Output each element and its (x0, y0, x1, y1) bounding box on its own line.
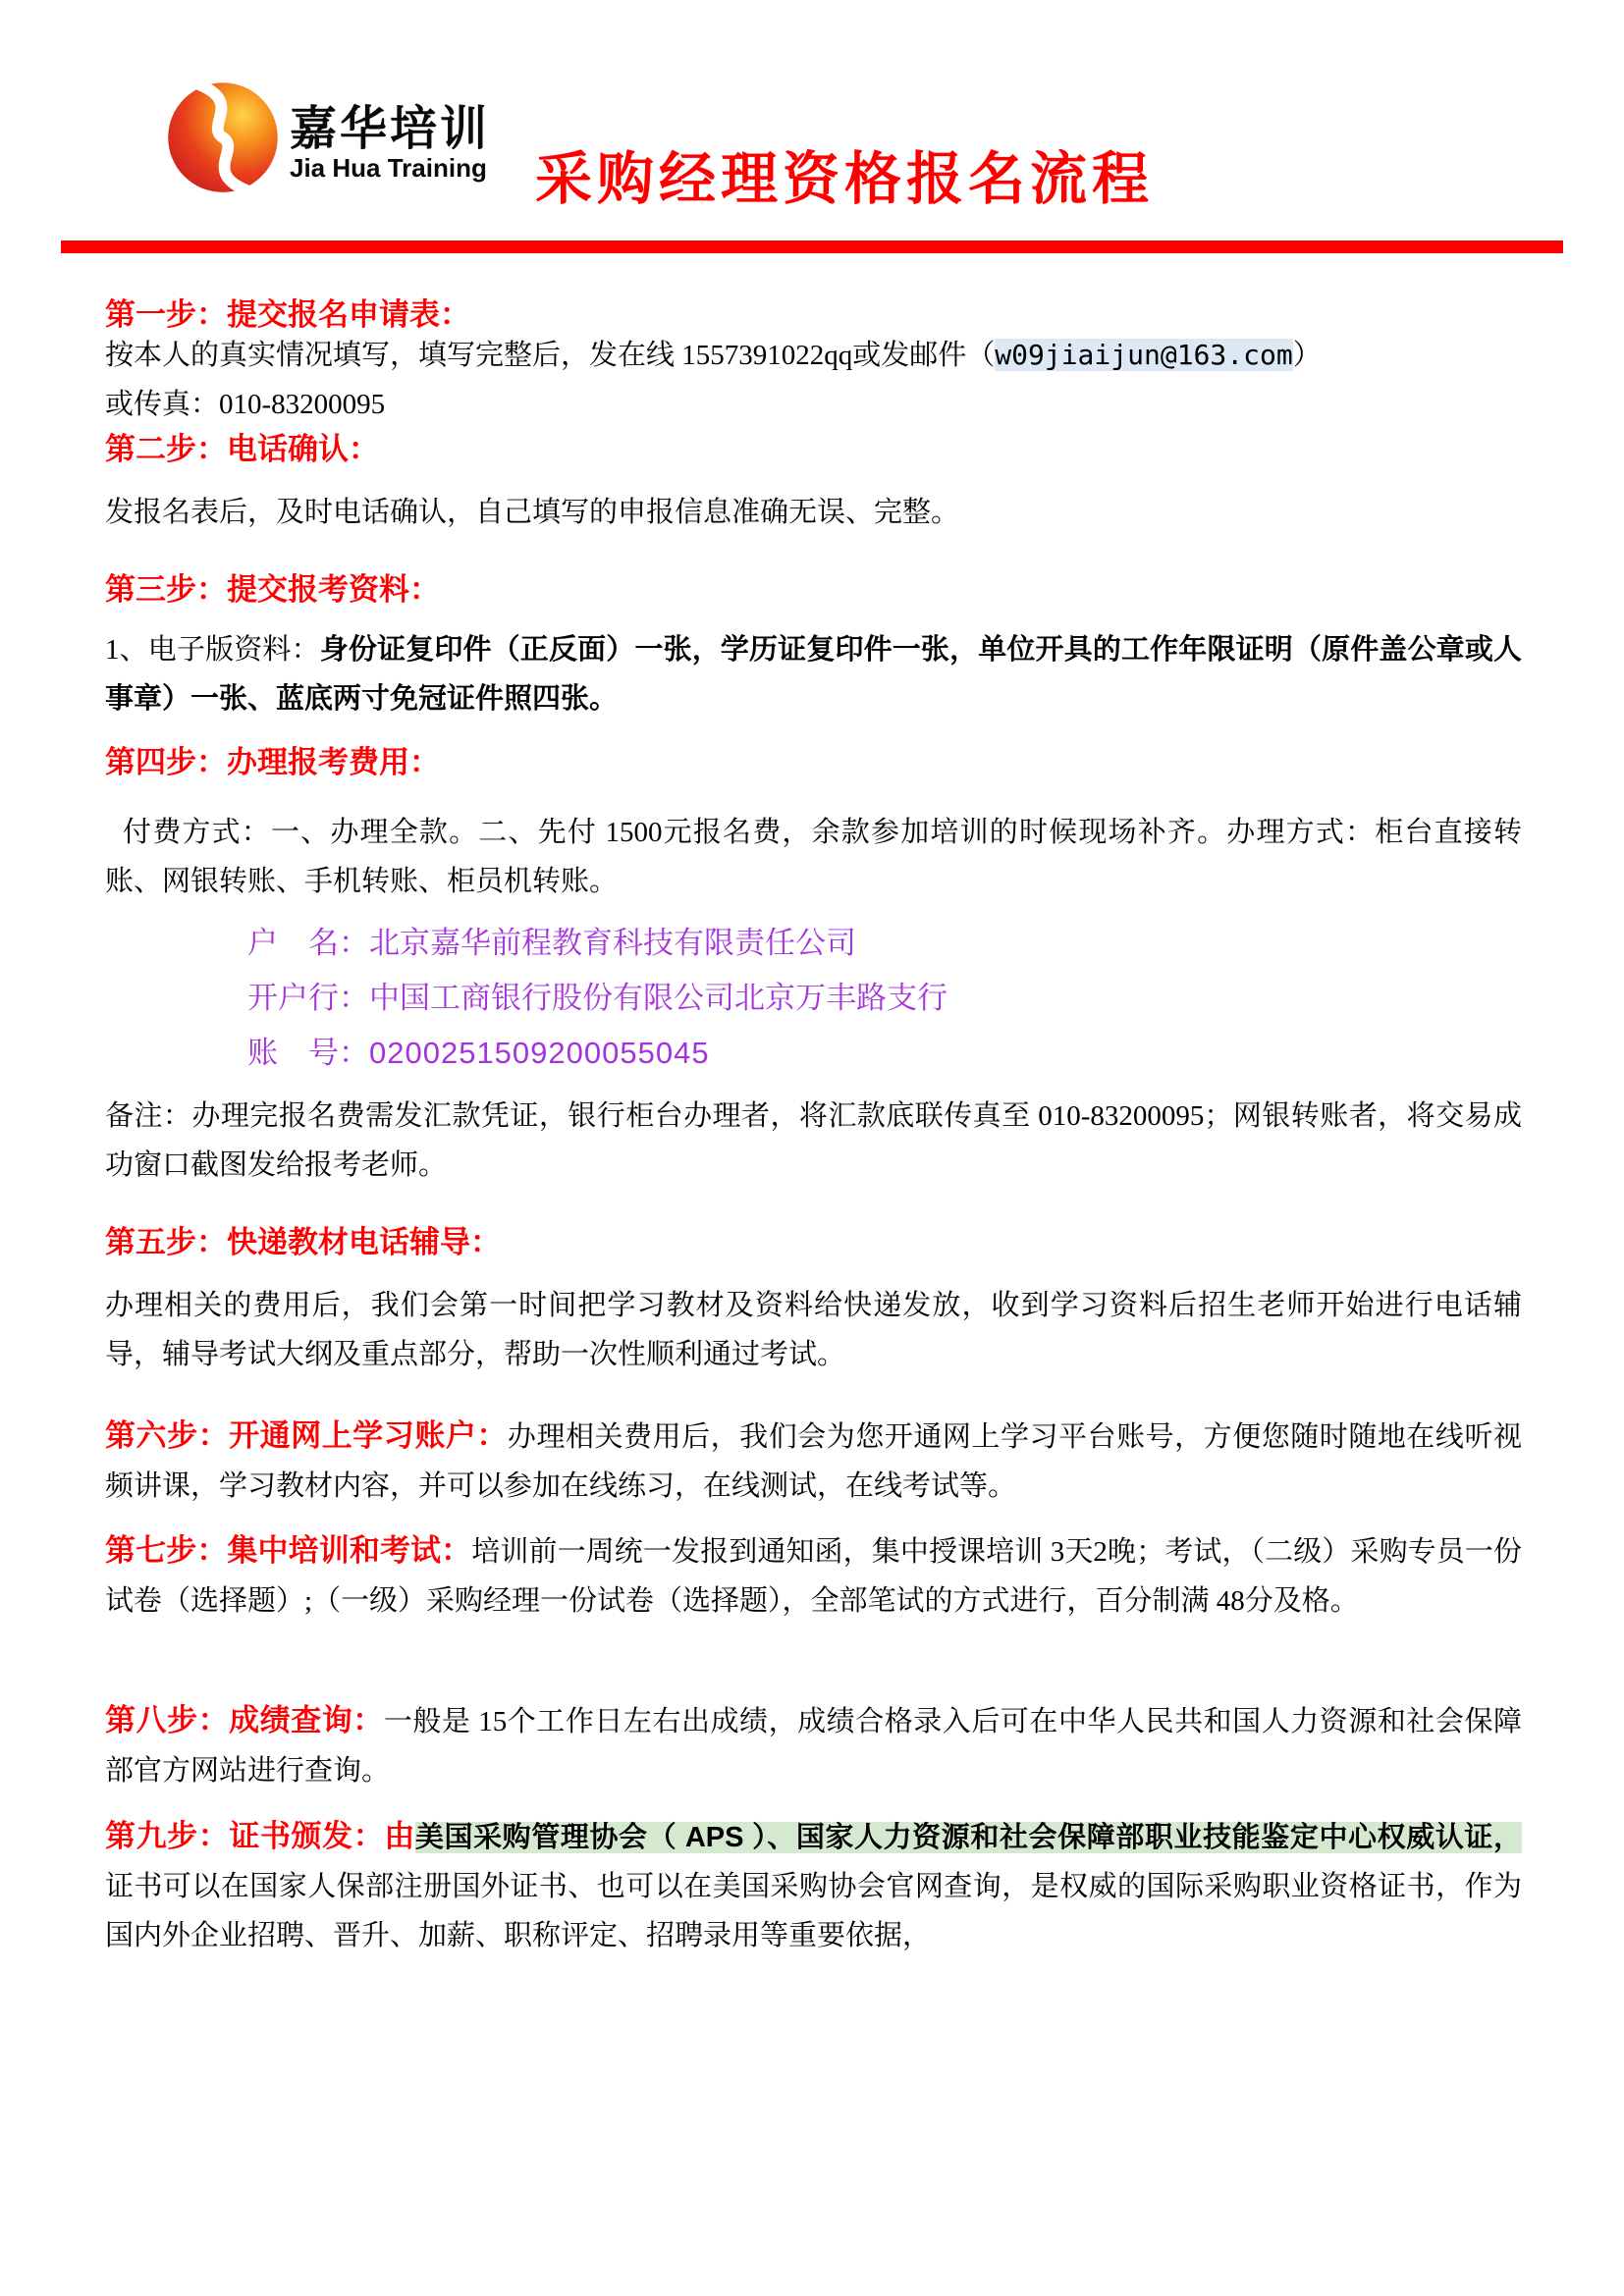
account-number-value: 0200251509200055045 (369, 1036, 710, 1070)
bank-account-block (247, 916, 947, 1081)
step9-heading: 第九步：证书颁发：由 (105, 1819, 415, 1853)
page-title: 采购经理资格报名流程 (535, 146, 1155, 211)
step3-body (105, 625, 1522, 723)
step8-heading: 第八步：成绩查询： (105, 1703, 384, 1737)
step6-body: 办理相关费用后，我们会为您开通网上学习平台账号，方便您随时随地在线听视频讲课，学习教材内容，并可以参加在线练习，在线测试，在线考试等。 (105, 1421, 1522, 1502)
step3-label: 1、电子版资料： (105, 634, 320, 666)
account-number-label: 账 号： (247, 1036, 369, 1070)
step9-paragraph (105, 1812, 1522, 1960)
account-name-label: 户 名： (247, 926, 369, 960)
step7-heading: 第七步：集中培训和考试： (105, 1533, 472, 1568)
step1-text-pre: 按本人的真实情况填写，填写完整后，发在线 1557391022qq或发邮件（ (105, 340, 996, 371)
bank-branch-value: 中国工商银行股份有限公司北京万丰路支行 (369, 981, 947, 1015)
bank-branch-line (247, 971, 947, 1026)
brand-name-en: Jia Hua Training (290, 153, 487, 183)
payment-note: 备注：办理完报名费需发汇款凭证，银行柜台办理者，将汇款底联传真至 010-83200095；网银转账者，将交易成功窗口截图发给报考老师。 (105, 1100, 1522, 1181)
step9-certifiers-highlight: 美国采购管理协会（ APS ）、国家人力资源和社会保障部职业技能鉴定中心权威认证， (414, 1822, 1522, 1853)
step1-fax-line: 或传真：010-83200095 (105, 389, 386, 420)
step5-heading: 第五步：快递教材电话辅导： (105, 1225, 501, 1259)
step3-heading: 第三步：提交报考资料： (105, 572, 440, 607)
step4-body: 付费方式：一、办理全款。二、先付 1500元报名费，余款参加培训的时候现场补齐。办理方式：柜台直接转账、网银转账、手机转账、柜员机转账。 (105, 817, 1522, 897)
brand-name-cn: 嘉华培训 (290, 103, 491, 155)
step7-paragraph (105, 1526, 1522, 1626)
step8-paragraph (105, 1696, 1522, 1795)
step1-heading: 第一步：提交报名申请表： (105, 297, 470, 332)
bank-branch-label: 开户行： (247, 981, 369, 1015)
email-address: w09jiaijun@163.com (995, 339, 1293, 371)
step8-body: 一般是 15个工作日左右出成绩，成绩合格录入后可在中华人民共和国人力资源和社会保障部官方网站进行查询。 (105, 1706, 1522, 1787)
step3-materials-list: 身份证复印件（正反面）一张，学历证复印件一张，单位开具的工作年限证明（原件盖公章或人事章）一张、蓝底两寸免冠证件照四张。 (105, 634, 1522, 715)
brand-logo-icon (165, 77, 281, 201)
step6-paragraph (105, 1412, 1522, 1511)
account-number-line (247, 1026, 947, 1081)
step5-body: 办理相关的费用后，我们会第一时间把学习教材及资料给快递发放，收到学习资料后招生老师开始进行电话辅导，辅导考试大纲及重点部分，帮助一次性顺利通过考试。 (105, 1290, 1522, 1370)
step2-heading: 第二步：电话确认： (105, 432, 379, 466)
step6-heading: 第六步：开通网上学习账户： (105, 1418, 508, 1453)
step9-body: 证书可以在国家人保部注册国外证书、也可以在美国采购协会官网查询，是权威的国际采购职业资格证书，作为国内外企业招聘、晋升、加薪、职称评定、招聘录用等重要依据， (105, 1871, 1522, 1951)
account-name-line (247, 916, 947, 971)
step1-text-post: ） (1292, 340, 1322, 371)
step7-body: 培训前一周统一发报到通知函，集中授课培训 3天2晚；考试，（二级）采购专员一份试卷（选择题）;（一级）采购经理一份试卷（选择题），全部笔试的方式进行，百分制满 48分及格。 (105, 1536, 1522, 1617)
account-name-value: 北京嘉华前程教育科技有限责任公司 (369, 926, 856, 960)
header-divider (61, 240, 1563, 253)
step1-body (105, 331, 1522, 429)
step4-heading: 第四步：办理报考费用： (105, 745, 440, 779)
step2-body: 发报名表后，及时电话确认，自己填写的申报信息准确无误、完整。 (105, 497, 960, 528)
